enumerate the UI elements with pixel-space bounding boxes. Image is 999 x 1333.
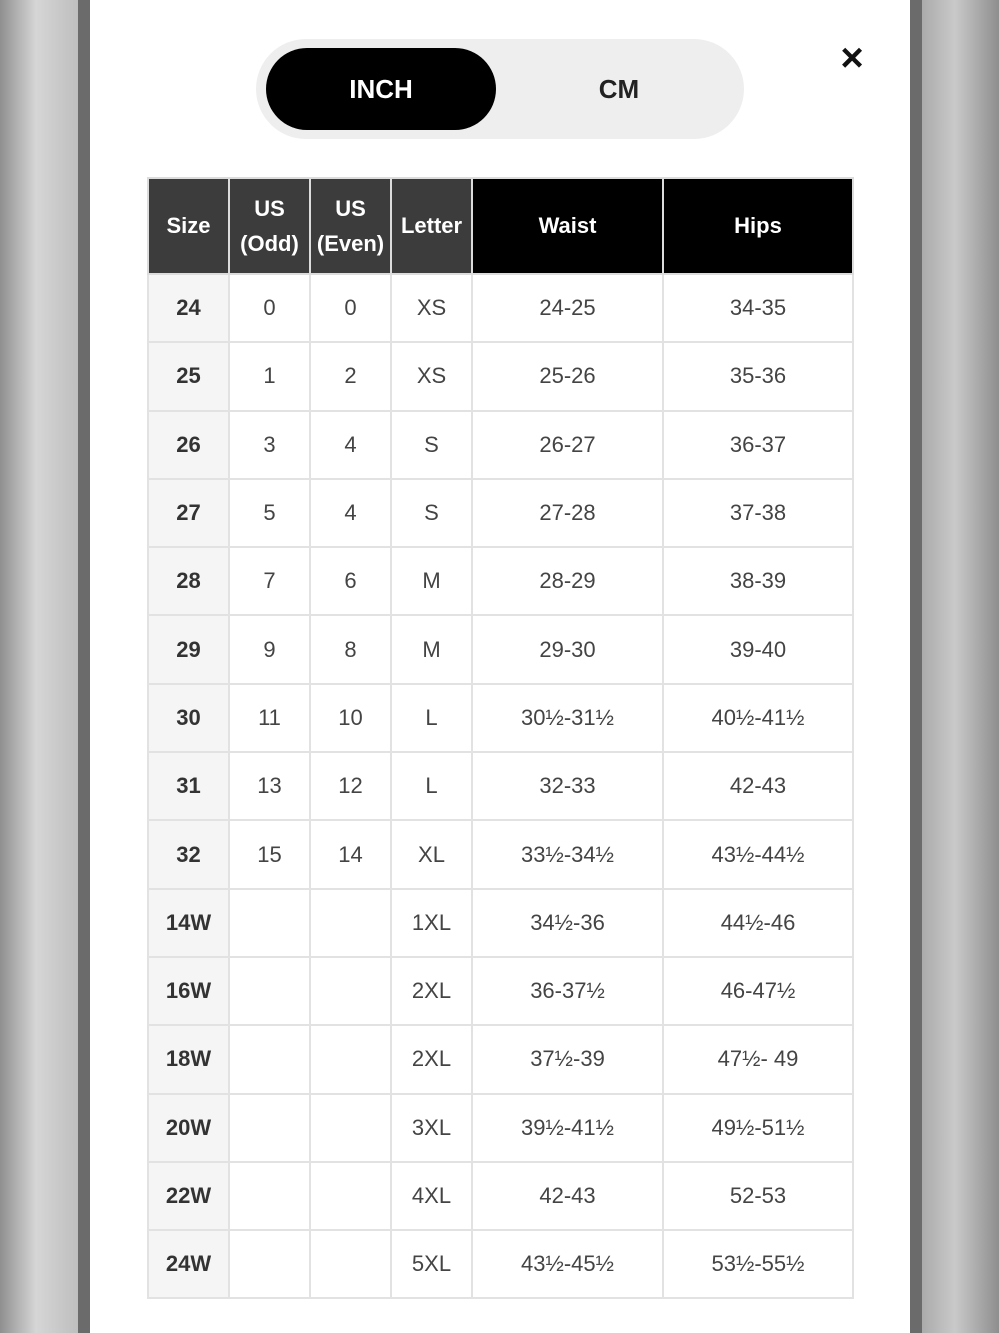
us-odd-cell [229,1162,310,1230]
size-cell: 18W [148,1025,229,1093]
backdrop-right [919,0,999,1333]
us-even-cell: 2 [310,342,391,410]
us-even-cell: 12 [310,752,391,820]
us-odd-cell: 5 [229,479,310,547]
hips-cell: 46-47½ [663,957,853,1025]
letter-cell: 2XL [391,957,472,1025]
us-even-cell: 14 [310,820,391,888]
us-even-cell: 8 [310,615,391,683]
waist-cell: 24-25 [472,274,663,342]
waist-cell: 33½-34½ [472,820,663,888]
us-even-cell: 0 [310,274,391,342]
size-cell: 29 [148,615,229,683]
us-odd-cell: 1 [229,342,310,410]
table-row [148,1162,853,1230]
hips-cell: 38-39 [663,547,853,615]
header-us-odd: US (Odd) [229,178,310,274]
table-row [148,342,853,410]
table-row [148,1230,853,1298]
table-row [148,684,853,752]
letter-cell: XL [391,820,472,888]
size-cell: 30 [148,684,229,752]
us-even-cell: 4 [310,479,391,547]
us-odd-cell [229,1025,310,1093]
waist-cell: 34½-36 [472,889,663,957]
us-odd-cell: 0 [229,274,310,342]
us-odd-cell [229,889,310,957]
waist-cell: 30½-31½ [472,684,663,752]
us-even-cell [310,957,391,1025]
us-even-cell [310,889,391,957]
hips-cell: 37-38 [663,479,853,547]
table-row [148,547,853,615]
size-cell: 24 [148,274,229,342]
us-odd-cell: 11 [229,684,310,752]
us-odd-cell: 13 [229,752,310,820]
hips-cell: 53½-55½ [663,1230,853,1298]
waist-cell: 25-26 [472,342,663,410]
letter-cell: L [391,752,472,820]
hips-cell: 34-35 [663,274,853,342]
hips-cell: 42-43 [663,752,853,820]
waist-cell: 42-43 [472,1162,663,1230]
us-odd-cell: 9 [229,615,310,683]
us-odd-cell [229,1094,310,1162]
us-even-cell [310,1230,391,1298]
hips-cell: 39-40 [663,615,853,683]
hips-cell: 47½- 49 [663,1025,853,1093]
letter-cell: M [391,615,472,683]
size-cell: 31 [148,752,229,820]
waist-cell: 39½-41½ [472,1094,663,1162]
letter-cell: 1XL [391,889,472,957]
letter-cell: M [391,547,472,615]
hips-cell: 44½-46 [663,889,853,957]
size-cell: 32 [148,820,229,888]
size-cell: 14W [148,889,229,957]
size-chart-table [147,177,854,1299]
size-cell: 25 [148,342,229,410]
us-even-cell: 10 [310,684,391,752]
waist-cell: 43½-45½ [472,1230,663,1298]
letter-cell: 5XL [391,1230,472,1298]
waist-cell: 36-37½ [472,957,663,1025]
unit-toggle [256,39,744,139]
header-us-even: US (Even) [310,178,391,274]
size-cell: 26 [148,411,229,479]
header-waist: Waist [472,178,663,274]
letter-cell: 2XL [391,1025,472,1093]
header-row [148,178,853,274]
waist-cell: 32-33 [472,752,663,820]
table-row [148,1094,853,1162]
us-even-cell [310,1094,391,1162]
letter-cell: L [391,684,472,752]
letter-cell: 4XL [391,1162,472,1230]
table-row [148,411,853,479]
us-odd-cell: 15 [229,820,310,888]
us-odd-cell: 3 [229,411,310,479]
inch-toggle-button[interactable]: INCH [266,48,496,130]
table-row [148,820,853,888]
waist-cell: 37½-39 [472,1025,663,1093]
us-odd-cell [229,1230,310,1298]
letter-cell: XS [391,342,472,410]
size-cell: 20W [148,1094,229,1162]
size-cell: 22W [148,1162,229,1230]
table-row [148,479,853,547]
size-cell: 27 [148,479,229,547]
hips-cell: 36-37 [663,411,853,479]
letter-cell: S [391,479,472,547]
size-cell: 24W [148,1230,229,1298]
table-row [148,889,853,957]
hips-cell: 43½-44½ [663,820,853,888]
waist-cell: 26-27 [472,411,663,479]
header-hips: Hips [663,178,853,274]
us-odd-cell [229,957,310,1025]
us-even-cell: 4 [310,411,391,479]
hips-cell: 52-53 [663,1162,853,1230]
table-row [148,615,853,683]
us-odd-cell: 7 [229,547,310,615]
letter-cell: XS [391,274,472,342]
hips-cell: 49½-51½ [663,1094,853,1162]
us-even-cell [310,1025,391,1093]
us-even-cell: 6 [310,547,391,615]
waist-cell: 29-30 [472,615,663,683]
header-letter: Letter [391,178,472,274]
table-row [148,274,853,342]
size-cell: 28 [148,547,229,615]
table-row [148,752,853,820]
table-row [148,957,853,1025]
letter-cell: 3XL [391,1094,472,1162]
hips-cell: 40½-41½ [663,684,853,752]
close-icon[interactable]: × [840,36,864,80]
backdrop-left [0,0,80,1333]
cm-toggle-button[interactable]: CM [504,48,734,130]
header-size: Size [148,178,229,274]
letter-cell: S [391,411,472,479]
hips-cell: 35-36 [663,342,853,410]
waist-cell: 28-29 [472,547,663,615]
us-even-cell [310,1162,391,1230]
size-cell: 16W [148,957,229,1025]
table-row [148,1025,853,1093]
waist-cell: 27-28 [472,479,663,547]
